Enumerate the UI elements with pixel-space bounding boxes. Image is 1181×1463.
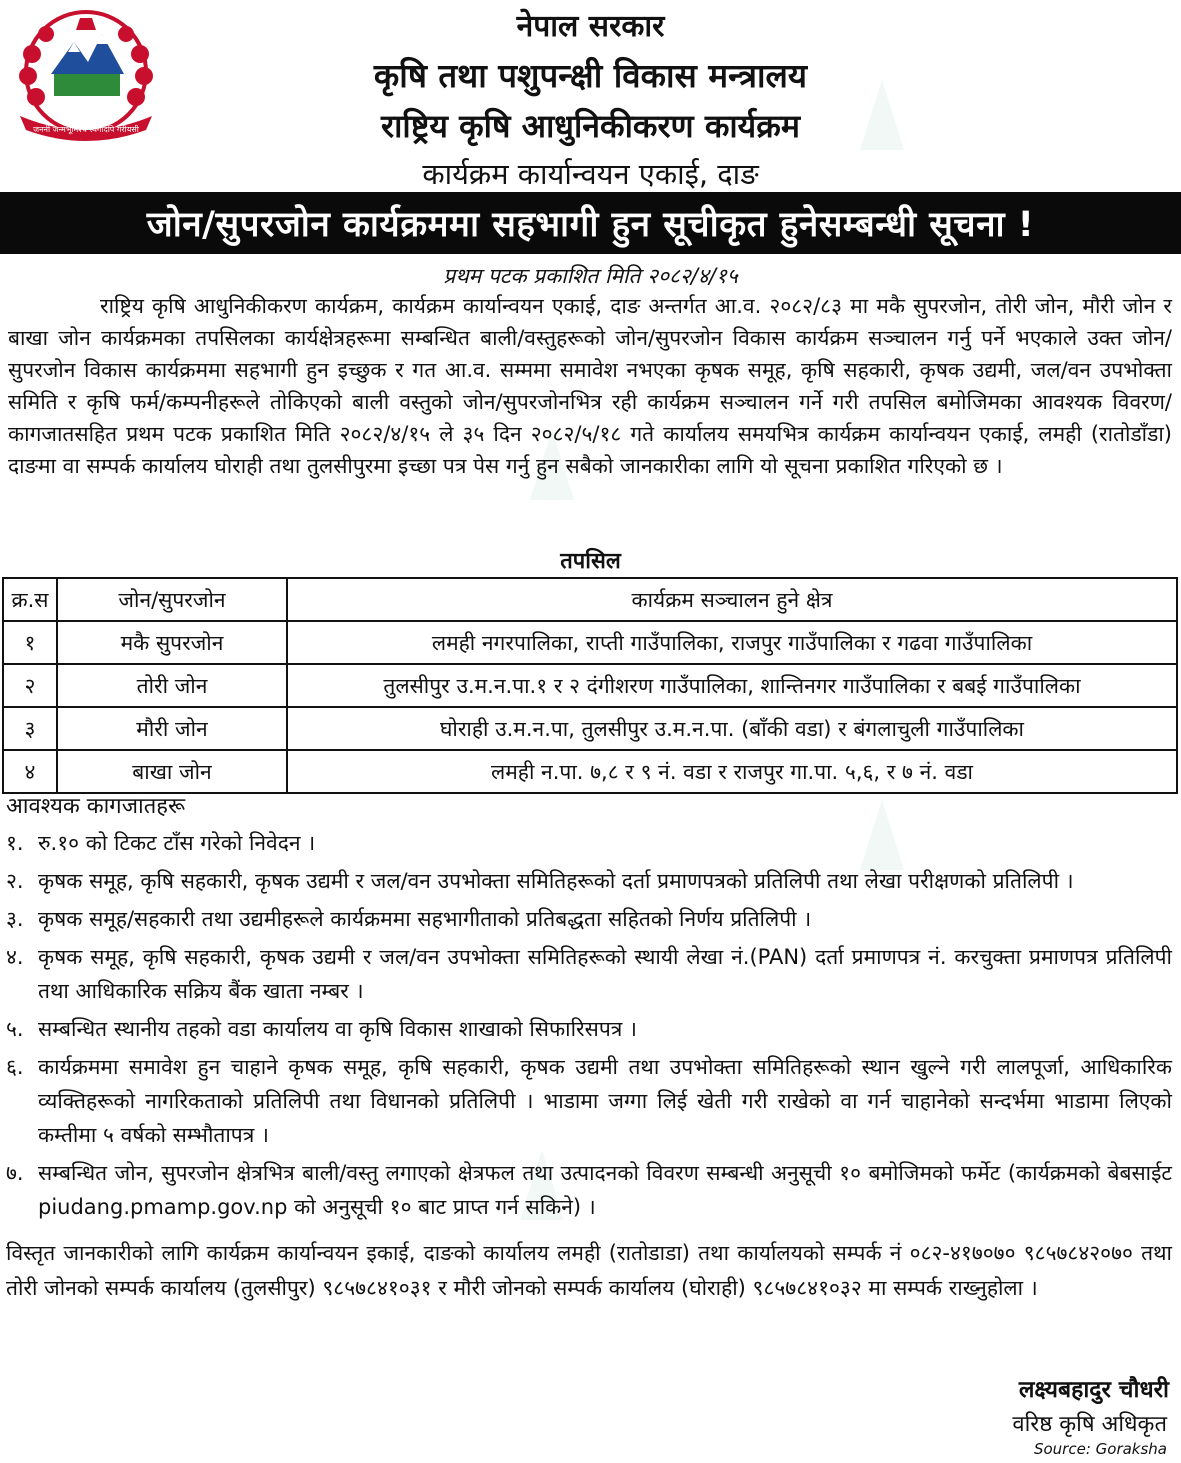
table-cell-sn: १ [3,621,57,664]
table-row [3,707,1177,750]
table-cell-zone: बाखा जोन [57,750,287,793]
source-credit: Source: Goraksha [1033,1440,1167,1458]
notice-body-text: राष्ट्रिय कृषि आधुनिकीकरण कार्यक्रम, कार्यक्रम कार्यान्वयन एकाई, दाङ अन्तर्गत आ.व. २०८२/८३ मा मकै सुपरजोन, तोरी जोन, मौरी जोन र बाखा जोन कार्यक्रमका तपसिलका कार्यक्षेत्रहरूमा सम्बन्धित बाली/वस्तुहरूको जोन/सुपरजोन विकास कार्यक्रम सञ्चालन गर्नु पर्ने भएकाले उक्त जोन/सुपरजोन विकास कार्यक्रममा सहभागी हुन इच्छुक र गत आ.व. सम्ममा समावेश नभएका कृषक समूह, कृषि सहकारी, कृषक उद्यमी, जल/वन उपभोक्ता समिति र कृषि फर्म/कम्पनीहरूले तोकिएको बाली वस्तुको जोन/सुपरजोनभित्र रही कार्यक्रम सञ्चालन गर्ने गरी तपसिल बमोजिमका आवश्यक विवरण/कागजातसहित प्रथम पटक प्रकाशित मिति २०८२/४/१५ ले ३५ दिन २०८२/५/१८ गते कार्यालय समयभित्र कार्यक्रम कार्यान्वयन एकाई, लमही (रातोडाँडा) दाङमा वा सम्पर्क कार्यालय घोराही तथा तुलसीपुरमा इच्छा पत्र पेस गर्नु हुन सबैको जानकारीका लागि यो सूचना प्रकाशित गरिएको छ । [8,294,1172,478]
list-item-text: कृषक समूह/सहकारी तथा उद्यमीहरूले कार्यक्रममा सहभागीताको प्रतिबद्धता सहितको निर्णय प्रतिलिपी । [38,907,812,931]
list-item-text: सम्बन्धित स्थानीय तहको वडा कार्यालय वा कृषि विकास शाखाको सिफारिसपत्र । [38,1017,637,1041]
list-item [6,1050,1172,1152]
list-item-number: ३. [6,907,24,931]
table-row [3,750,1177,793]
list-item-text: सम्बन्धित जोन, सुपरजोन क्षेत्रभित्र बाली/वस्तु लगाएको क्षेत्रफल तथा उत्पादनको विवरण सम्बन्धी अनुसूची १० बमोजिमको फर्मेट (कार्यक्रमको बेबसाईट piudang.pmamp.gov.np को अनुसूची १० बाट प्राप्त गर्न सकिने) । [38,1161,1172,1219]
table-header-area: कार्यक्रम सञ्चालन हुने क्षेत्र [287,578,1177,621]
table-cell-zone: तोरी जोन [57,664,287,707]
table-cell-zone: मकै सुपरजोन [57,621,287,664]
notice-banner-title: जोन/सुपरजोन कार्यक्रममा सहभागी हुन सूचीकृत हुनेसम्बन्धी सूचना ! [146,204,1035,245]
table-cell-area: लमही न.पा. ७,८ र ९ नं. वडा र राजपुर गा.पा. ५,६, र ७ नं. वडा [287,750,1177,793]
requirements-list [6,826,1172,1228]
list-item-number: २. [6,869,24,893]
list-item [6,826,1172,860]
program-title: राष्ट्रिय कृषि आधुनिकीकरण कार्यक्रम [381,107,800,145]
table-cell-sn: २ [3,664,57,707]
svg-text:जननी जन्मभूमिश्च स्वर्गादपि गर: जननी जन्मभूमिश्च स्वर्गादपि गरीयसी [33,125,139,134]
list-item-number: १. [6,831,24,855]
list-item-number: ६. [6,1055,24,1079]
list-item-number: ४. [6,945,24,969]
list-item [6,1012,1172,1046]
table-cell-area: लमही नगरपालिका, राप्ती गाउँपालिका, राजपुर गाउँपालिका र गढवा गाउँपालिका [287,621,1177,664]
requirements-title: आवश्यक कागजातहरू [6,794,186,819]
list-item [6,940,1172,1008]
list-item-text: कृषक समूह, कृषि सहकारी, कृषक उद्यमी र जल/वन उपभोक्ता समितिहरूको दर्ता प्रमाणपत्रको प्रतिलिपी तथा लेखा परीक्षणको प्रतिलिपी । [38,869,1074,893]
ministry-title: कृषि तथा पशुपन्क्षी विकास मन्त्रालय [373,56,808,95]
table-header-zone: जोन/सुपरजोन [57,578,287,621]
table-cell-sn: ४ [3,750,57,793]
notice-body [8,290,1172,482]
list-item-text: कृषक समूह, कृषि सहकारी, कृषक उद्यमी र जल/वन उपभोक्ता समितिहरूको स्थायी लेखा नं.(PAN) दर्ता प्रमाणपत्र नं. करचुक्ता प्रमाणपत्र प्रतिलिपी तथा आधिकारिक सक्रिय बैंक खाता नम्बर । [38,945,1172,1003]
table-cell-area: घोराही उ.म.न.पा, तुलसीपुर उ.म.न.पा. (बाँकी वडा) र बंगलाचुली गाउँपालिका [287,707,1177,750]
table-cell-sn: ३ [3,707,57,750]
contact-info: विस्तृत जानकारीको लागि कार्यक्रम कार्यान्वयन इकाई, दाङको कार्यालय लमही (रातोडाडा) तथा कार्यालयको सम्पर्क नं ०८२-४१७०७० ९८५७८४२०७० तथा तोरी जोनको सम्पर्क कार्यालय (तुलसीपुर) ९८५७८४१०३१ र मौरी जोनको सम्पर्क कार्यालय (घोराही) ९८५७८४१०३२ मा सम्पर्क राख्नुहोला । [6,1241,1172,1300]
table-cell-zone: मौरी जोन [57,707,287,750]
table-header-row [3,578,1177,621]
list-item [6,902,1172,936]
list-item-text: रु.१० को टिकट टाँस गरेको निवेदन । [38,831,316,855]
schedule-title: तपसिल [560,549,621,574]
unit-title: कार्यक्रम कार्यान्वयन एकाई, दाङ [422,157,759,191]
zone-table [2,577,1178,794]
table-row [3,664,1177,707]
government-title: नेपाल सरकार [516,9,665,44]
table-row [3,621,1177,664]
signatory-title: वरिष्ठ कृषि अधिकृत [1012,1412,1167,1437]
list-item-number: ५. [6,1017,24,1041]
table-cell-area: तुलसीपुर उ.म.न.पा.१ र २ दंगीशरण गाउँपालिका, शान्तिनगर गाउँपालिका र बबई गाउँपालिका [287,664,1177,707]
list-item-number: ७. [6,1161,24,1185]
signatory-name: लक्ष्यबहादुर चौधरी [1018,1377,1169,1403]
list-item [6,1156,1172,1224]
list-item-text: कार्यक्रममा समावेश हुन चाहाने कृषक समूह, कृषि सहकारी, कृषक उद्यमी तथा उपभोक्ता समितिहरूको स्थान खुल्ने गरी लालपूर्जा, आधिकारिक व्यक्तिहरूको नागरिकताको प्रतिलिपी तथा विधानको प्रतिलिपी । भाडामा जग्गा लिई खेती गरी राखेको वा गर्न चाहानेको सन्दर्भमा भाडामा लिएको कम्तीमा ५ वर्षको सम्भौतापत्र । [38,1055,1172,1147]
table-header-sn: क्र.स [3,578,57,621]
published-date: प्रथम पटक प्रकाशित मिति २०८२/४/१५ [443,264,738,288]
list-item [6,864,1172,898]
notice-banner [0,192,1181,254]
